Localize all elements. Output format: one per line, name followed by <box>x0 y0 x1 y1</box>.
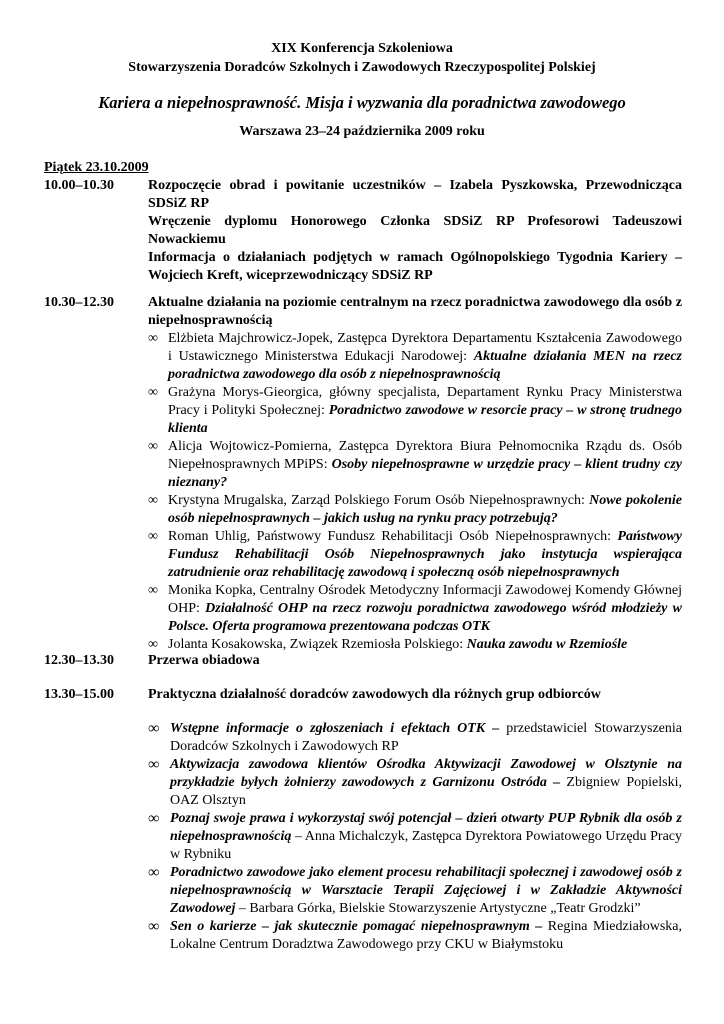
bullet-icon: ∞ <box>148 637 158 652</box>
session-central <box>44 294 682 654</box>
talk-topic: Sen o karierze – jak skutecznie pomagać niepełnosprawnym – <box>170 919 543 934</box>
talk-topic: Wstępne informacje o zgłoszeniach i efektach OTK – <box>170 721 500 736</box>
talk-topic: Działalność OHP na rzecz rozwoju poradnictwa zawodowego wśród młodzieży w Polsce. Oferta programowa prezentowana podczas OTK <box>168 601 682 634</box>
session-line: Informacja o działaniach podjętych w ramach Ogólnopolskiego Tygodnia Kariery – Wojciech Kreft, wiceprzewodniczący SDSiZ RP <box>148 250 682 283</box>
day-heading: Piątek 23.10.2009 <box>44 160 149 175</box>
list-item: ∞ Poznaj swoje prawa i wykorzystaj swój potencjał – dzień otwarty PUP Rybnik dla osób z niepełnosprawnością – Anna Michalczyk, Zastępca Dyrektora Powiatowego Urzędu Pracy w Rybniku <box>148 810 682 862</box>
list-item: ∞ Alicja Wojtowicz-Pomierna, Zastępca Dyrektora Biura Pełnomocnika Rządu ds. Osób Niepełnosprawnych MPiPS: Osoby niepełnosprawne w urzędzie pracy – klient trudny czy nieznany? <box>148 439 682 490</box>
session-time: 12.30–13.30 <box>44 653 114 668</box>
list-item: ∞ Poradnictwo zawodowe jako element procesu rehabilitacji społecznej i zawodowej osób z niepełnosprawnością w Warsztacie Terapii Zajęciowej i w Zakładzie Aktywności Zawodowej – Barbara Górka, Bielskie Stowarzyszenie Artystyczne „Teatr Grodzki” <box>148 864 682 916</box>
session-time: 10.30–12.30 <box>44 295 114 310</box>
talk-topic: Poradnictwo zawodowe jako element procesu rehabilitacji społecznej i zawodowej osób z niepełnosprawnością w Warsztacie Terapii Zajęciowej i w Zakładzie Aktywności Zawodowej <box>170 865 682 916</box>
talk-topic: Osoby niepełnosprawne w urzędzie pracy – klient trudny czy nieznany? <box>168 457 682 490</box>
list-item: ∞ Wstępne informacje o zgłoszeniach i efektach OTK – przedstawiciel Stowarzyszenia Doradców Szkolnych i Zawodowych RP <box>148 720 682 754</box>
bullet-icon: ∞ <box>148 529 158 544</box>
talk-topic: Nowe pokolenie osób niepełnosprawnych – jakich usług na rynku pracy potrzebują? <box>168 493 682 526</box>
bullet-icon: ∞ <box>148 331 158 346</box>
conference-title: XIX Konferencja Szkoleniowa <box>271 41 453 56</box>
list-item: ∞ Roman Uhlig, Państwowy Fundusz Rehabilitacji Osób Niepełnosprawnych: Państwowy Fundusz Rehabilitacji Osób Niepełnosprawnych jako instytucja wspierająca zatrudnienie oraz rehabilitację zawodową i społeczną osób niepełnosprawnych <box>148 529 682 580</box>
session-title: Praktyczna działalność doradców zawodowych dla różnych grup odbiorców <box>148 687 601 702</box>
conference-subtitle: Kariera a niepełnosprawność. Misja i wyzwania dla poradnictwa zawodowego <box>98 93 626 112</box>
talk-topic: Aktywizacja zawodowa klientów Ośrodka Aktywizacji Zawodowej w Olsztynie na przykładzie byłych żołnierzy zawodowych z Garnizonu Ostróda – <box>170 757 682 790</box>
bullet-icon: ∞ <box>148 583 158 598</box>
bullet-icon: ∞ <box>148 385 158 400</box>
list-item: ∞ Grażyna Morys-Gieorgica, główny specjalista, Departament Rynku Pracy Ministerstwa Pracy i Polityki Społecznej: Poradnictwo zawodowe w resorcie pracy – w stronę trudnego klienta <box>148 385 683 436</box>
list-item: ∞ Aktywizacja zawodowa klientów Ośrodka Aktywizacji Zawodowej w Olsztynie na przykładzie byłych żołnierzy zawodowych z Garnizonu Ostróda – Zbigniew Popielski, OAZ Olsztyn <box>148 756 682 808</box>
session-time: 10.00–10.30 <box>44 178 114 193</box>
organizer-name: Stowarzyszenia Doradców Szkolnych i Zawodowych Rzeczypospolitej Polskiej <box>128 60 596 75</box>
speaker-list <box>148 330 682 654</box>
talk-topic: Poradnictwo zawodowe w resorcie pracy – w stronę trudnego klienta <box>168 403 683 436</box>
list-item: ∞ Monika Kopka, Centralny Ośrodek Metodyczny Informacji Zawodowej Komendy Głównej OHP: Działalność OHP na rzecz rozwoju poradnictwa zawodowego wśród młodzieży w Polsce. Oferta programowa prezentowana podczas OTK <box>148 583 682 634</box>
speaker-list <box>148 720 682 954</box>
talk-topic: Poznaj swoje prawa i wykorzystaj swój potencjał – dzień otwarty PUP Rybnik dla osób z niepełnosprawnością <box>170 811 682 844</box>
bullet-icon: ∞ <box>148 864 160 881</box>
session-time: 13.30–15.00 <box>44 687 114 702</box>
list-item: ∞ Sen o karierze – jak skutecznie pomagać niepełnosprawnym – Regina Miedziałowska, Lokalne Centrum Doradztwa Zawodowego przy CKU w Białymstoku <box>148 918 682 952</box>
bullet-icon: ∞ <box>148 918 160 935</box>
list-item: ∞ Jolanta Kosakowska, Związek Rzemiosła Polskiego: Nauka zawodu w Rzemiośle <box>148 637 628 652</box>
session-opening <box>44 177 682 285</box>
bullet-icon: ∞ <box>148 493 158 508</box>
talk-topic: Państwowy Fundusz Rehabilitacji Osób Niepełnosprawnych jako instytucja wspierająca zatrudnienie oraz rehabilitację zawodową i społeczną osób niepełnosprawnych <box>168 529 682 580</box>
bullet-icon: ∞ <box>148 756 160 773</box>
session-title: Przerwa obiadowa <box>148 653 260 668</box>
talk-topic: Nauka zawodu w Rzemiośle <box>466 637 628 652</box>
bullet-icon: ∞ <box>148 439 158 454</box>
bullet-icon: ∞ <box>148 810 160 827</box>
list-item: ∞ Elżbieta Majchrowicz-Jopek, Zastępca Dyrektora Departamentu Kształcenia Zawodowego i Ustawicznego Ministerstwa Edukacji Narodowej: Aktualne działania MEN na rzecz poradnictwa zawodowego dla osób z niepełnosprawnością <box>148 331 682 382</box>
session-practice <box>44 686 682 704</box>
conference-place-date: Warszawa 23–24 października 2009 roku <box>239 124 485 139</box>
session-lunch <box>44 652 682 670</box>
talk-topic: Aktualne działania MEN na rzecz poradnictwa zawodowego dla osób z niepełnosprawnością <box>168 349 682 382</box>
session-practice-list <box>44 720 682 954</box>
list-item: ∞ Krystyna Mrugalska, Zarząd Polskiego Forum Osób Niepełnosprawnych: Nowe pokolenie osób niepełnosprawnych – jakich usług na rynku pracy potrzebują? <box>148 493 682 526</box>
session-line: Wręczenie dyplomu Honorowego Członka SDSiZ RP Profesorowi Tadeuszowi Nowackiemu <box>148 214 682 247</box>
session-line: Rozpoczęcie obrad i powitanie uczestników – Izabela Pyszkowska, Przewodnicząca SDSiZ RP <box>148 178 682 211</box>
bullet-icon: ∞ <box>148 720 160 737</box>
session-title: Aktualne działania na poziomie centralnym na rzecz poradnictwa zawodowego dla osób z niepełnosprawnością <box>148 295 682 328</box>
